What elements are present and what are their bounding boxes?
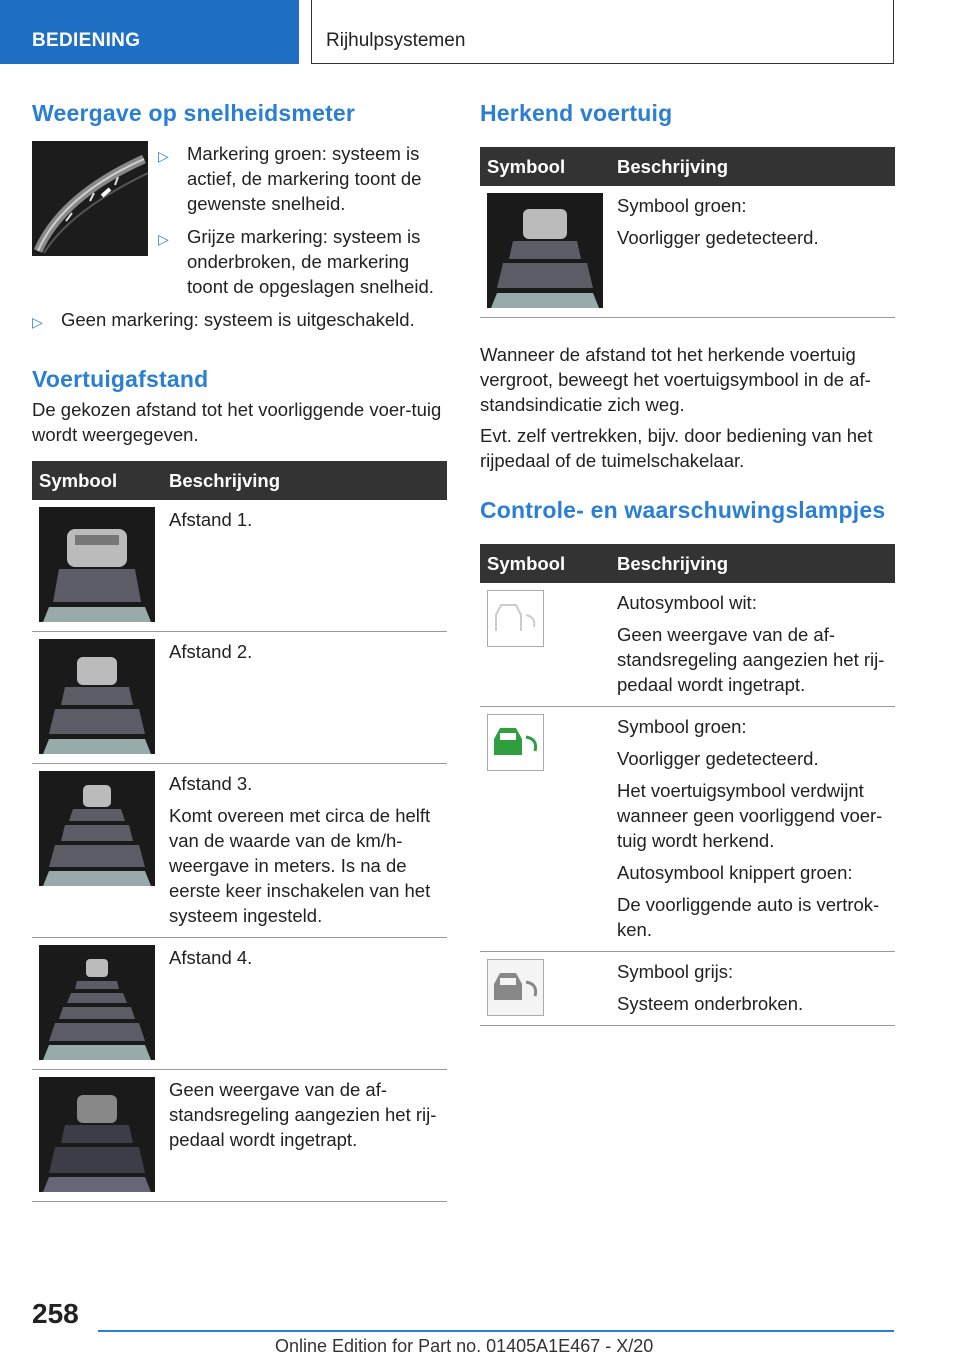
section-tab — [0, 0, 299, 64]
column-header: Symbool — [480, 544, 610, 583]
distance-2-icon — [39, 639, 155, 754]
vehicle-table — [480, 147, 895, 318]
car-symbol-grey-icon — [487, 959, 544, 1016]
list-item: ▷ Geen markering: systeem is uitgeschakeld. — [32, 307, 447, 332]
lamps-table — [480, 544, 895, 1026]
triangle-bullet-icon: ▷ — [158, 148, 169, 164]
left-column — [32, 100, 447, 1202]
table-row: Autosymbool wit: Geen weergave van de af-standsregeling aangezien het rij-pedaal wordt ingetrapt. — [480, 583, 895, 707]
distance-1-icon — [39, 507, 155, 622]
distance-off-icon — [39, 1077, 155, 1192]
detected-vehicle-icon — [487, 193, 603, 308]
list-item: ▷ Markering groen: systeem is actief, de markering toont de gewenste snelheid. — [158, 143, 422, 214]
table-row: Afstand 3. Komt overeen met circa de helft van de waarde van de km/h-weergave in meters. Is na de eerste keer inschakelen van het systeem ingesteld. — [32, 764, 447, 938]
table-header-row — [480, 544, 895, 583]
chapter-label: Rijhulpsystemen — [326, 30, 466, 51]
table-row: Symbool groen: Voorligger gedetecteerd. — [480, 186, 895, 318]
right-column — [480, 100, 895, 1026]
table-row: Afstand 4. — [32, 938, 447, 1070]
column-header: Symbool — [480, 147, 610, 186]
list-item: ▷ Grijze markering: systeem is onderbroken, de markering toont de opgeslagen snelheid. — [158, 226, 434, 297]
lamps-heading: Controle- en waarschuwingslampjes — [480, 497, 886, 523]
table-row: Symbool grijs: Systeem onderbroken. — [480, 952, 895, 1026]
chapter-tab — [311, 0, 894, 64]
table-header-row — [480, 147, 895, 186]
distance-3-icon — [39, 771, 155, 886]
speedo-heading: Weergave op snelheidsmeter — [32, 100, 356, 126]
footer-edition: Online Edition for Part no. 01405A1E467 - X/20 — [275, 1336, 654, 1356]
table-row: Geen weergave van de af-standsregeling aangezien het rij-pedaal wordt ingetrapt. — [32, 1070, 447, 1202]
section-label: BEDIENING — [32, 30, 141, 51]
table-row: Afstand 1. — [32, 500, 447, 632]
column-header: Beschrijving — [162, 461, 447, 500]
car-symbol-white-icon — [487, 590, 544, 647]
table-row: Symbool groen: Voorligger gedetecteerd. Het voertuigsymbool verdwijnt wanneer geen voorliggend voer-tuig wordt herkend. Autosymbool knippert groen: De voorliggende auto is vertrok-ken. — [480, 707, 895, 952]
page-number: 258 — [32, 1298, 79, 1329]
column-header: Beschrijving — [610, 147, 895, 186]
triangle-bullet-icon: ▷ — [32, 314, 43, 330]
vehicle-heading: Herkend voertuig — [480, 100, 673, 126]
distance-intro: De gekozen afstand tot het voorliggende voer-tuig wordt weergegeven. — [32, 399, 442, 445]
distance-4-icon — [39, 945, 155, 1060]
distance-table — [32, 461, 447, 1202]
speedometer-image — [32, 141, 148, 256]
triangle-bullet-icon: ▷ — [158, 231, 169, 247]
vehicle-paragraph: Evt. zelf vertrekken, bijv. door bediening van het rijpedaal of de tuimelschakelaar. — [480, 425, 873, 471]
footer-divider — [98, 1330, 894, 1332]
table-row: Afstand 2. — [32, 632, 447, 764]
column-header: Symbool — [32, 461, 162, 500]
column-header: Beschrijving — [610, 544, 895, 583]
vehicle-paragraph: Wanneer de afstand tot het herkende voertuig vergroot, beweegt het voertuigsymbool in de af-standsindicatie zich weg. — [480, 344, 871, 415]
table-header-row — [32, 461, 447, 500]
speedo-block — [32, 141, 447, 301]
distance-heading: Voertuigafstand — [32, 366, 209, 392]
car-symbol-green-icon — [487, 714, 544, 771]
